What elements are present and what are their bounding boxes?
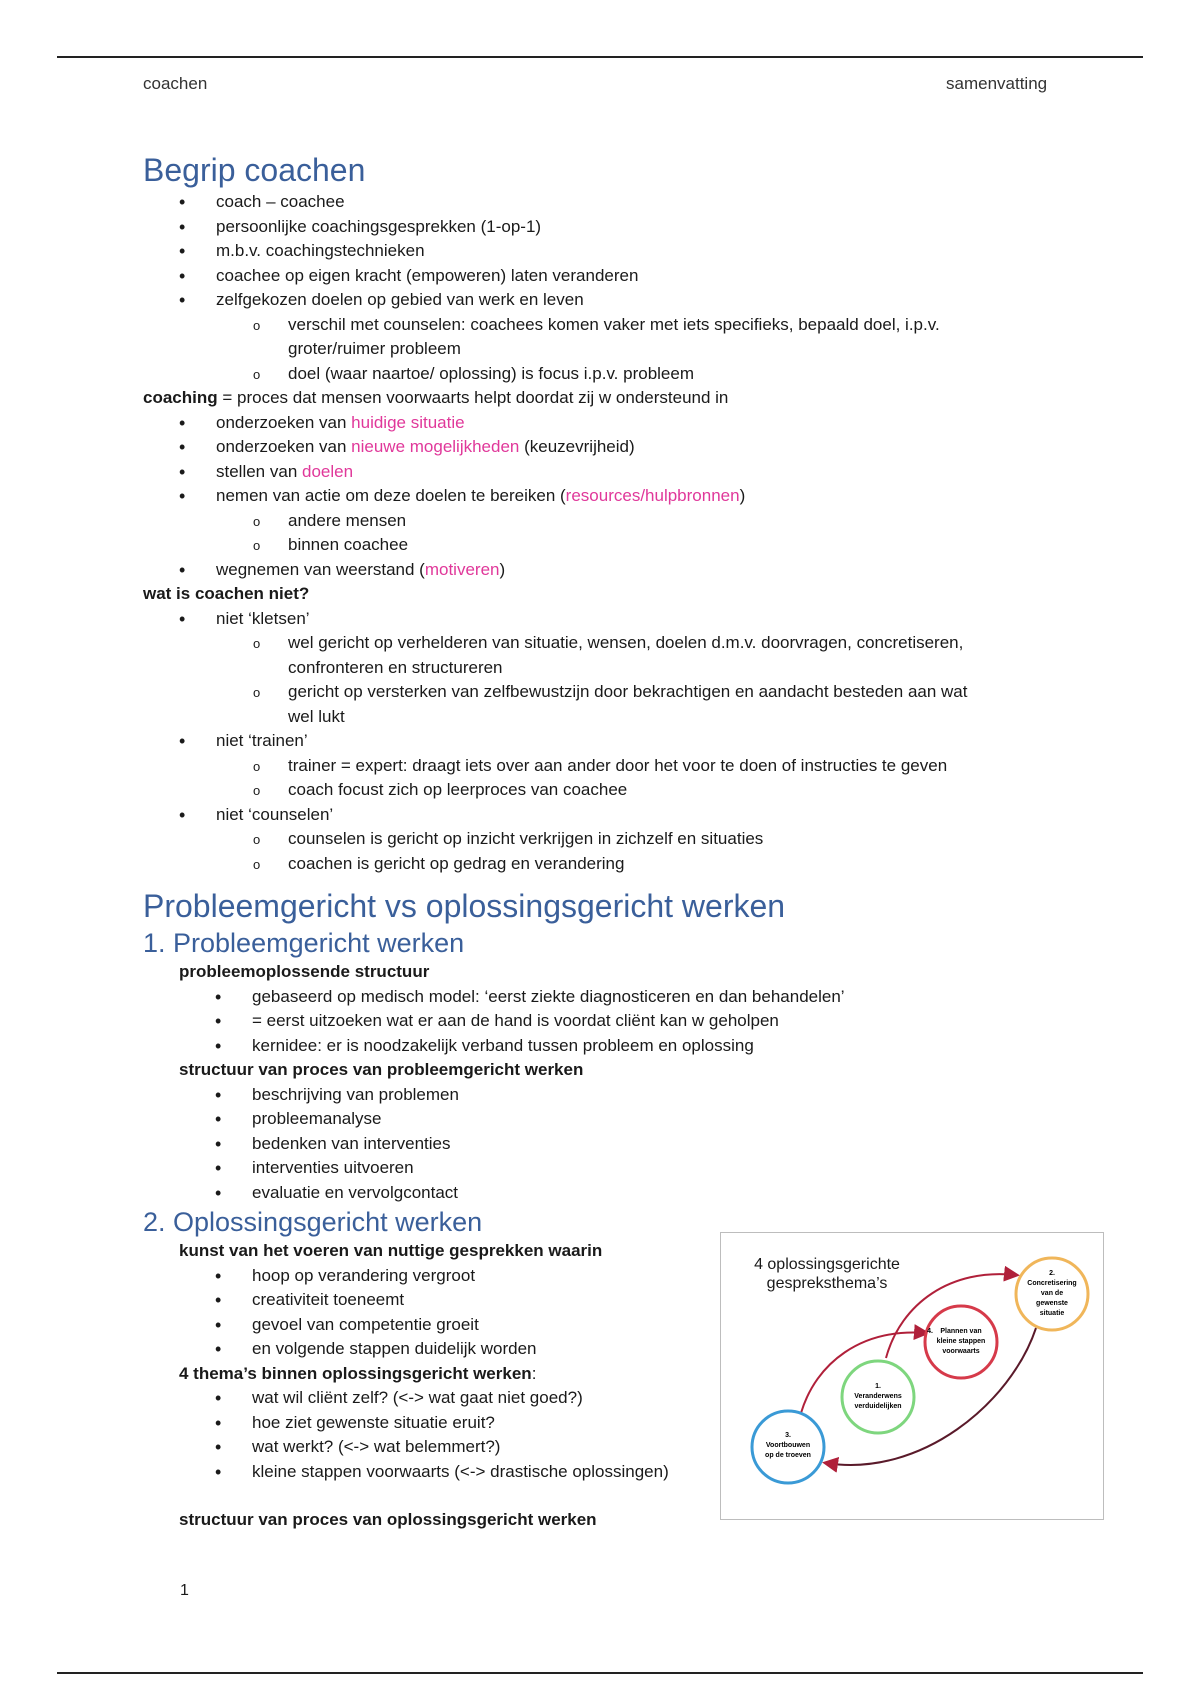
circle-2-label: van de [1040, 1290, 1064, 1297]
text: onderzoeken van [216, 412, 352, 432]
sub-list-item: o doel (waar naartoe/ oplossing) is focus i.p.v. probleem [143, 362, 1063, 387]
list-item: • evaluatie en vervolgcontact [143, 1181, 1063, 1206]
text: : [531, 1363, 537, 1383]
list-item: • wat wil cliënt zelf? (<-> wat gaat niet goed?) [143, 1386, 1063, 1411]
circle-1-label: Veranderwens [854, 1393, 902, 1400]
list-item: • bedenken van interventies [143, 1132, 1063, 1157]
list-item: • gevoel van competentie groeit [143, 1313, 1063, 1338]
circle-4-num: 4. [927, 1328, 933, 1335]
sub-list-item: o trainer = expert: draagt iets over aan ander door het voor te doen of instructies te geven [143, 754, 1063, 779]
subheading: kunst van het voeren van nuttige gesprekken waarin [179, 1241, 603, 1260]
list-item [143, 411, 1063, 436]
text: onderzoeken van [216, 437, 352, 456]
coaching-definition-text: = proces dat mensen voorwaarts helpt doordat zij w ondersteund in [217, 388, 729, 407]
sub-list-item: o binnen coachee [143, 533, 1063, 558]
circle-2-num: 2. [1049, 1270, 1055, 1277]
list-item [143, 558, 1063, 583]
heading-oplossingsgericht: 2. Oplossingsgericht werken [143, 1207, 483, 1237]
list-item: • probleemanalyse [143, 1107, 1063, 1132]
circle-2-label: Concretisering [1027, 1280, 1077, 1287]
list-item: • en volgende stappen duidelijk worden [143, 1337, 1063, 1362]
highlight: motiveren [424, 559, 500, 579]
circle-2-label: situatie [1039, 1310, 1065, 1317]
subheading: probleemoplossende structuur [179, 962, 430, 981]
sub-list-item: o counselen is gericht op inzicht verkrijgen in zichzelf en situaties [143, 827, 1063, 852]
circle-1-num: 1. [875, 1383, 881, 1390]
list-item: • niet ‘trainen’ [143, 729, 1063, 754]
list-item: • kernidee: er is noodzakelijk verband tussen probleem en oplossing [143, 1034, 1063, 1059]
sub-list-item: o verschil met counselen: coachees komen vaker met iets specifieks, bepaald doel, i.p.v. [143, 313, 1063, 338]
list-item [143, 435, 1063, 460]
header-left: coachen [143, 74, 208, 93]
text: nemen van actie om deze doelen te bereiken ( [216, 486, 566, 505]
list-item: • zelfgekozen doelen op gebied van werk en leven [143, 288, 1063, 313]
subheading: structuur van proces van probleemgericht werken [179, 1060, 584, 1079]
list-item: • coach – coachee [143, 190, 1063, 215]
text: stellen van [216, 461, 302, 481]
list-item [143, 484, 1063, 509]
header-right: samenvatting [946, 74, 1048, 93]
page-number: 1 [180, 1582, 189, 1599]
list-item: • hoop op verandering vergroot [143, 1264, 1063, 1289]
list-item: • coachee op eigen kracht (empoweren) laten veranderen [143, 264, 1063, 289]
list-item: • niet ‘kletsen’ [143, 607, 1063, 632]
highlight: resources/hulpbronnen [565, 486, 740, 505]
text: ) [739, 486, 746, 505]
sub-list-item: o coachen is gericht op gedrag en verandering [143, 852, 1063, 877]
circle-3-num: 3. [785, 1432, 791, 1439]
highlight: nieuwe mogelijkheden [351, 437, 520, 456]
list-item: • creativiteit toeneemt [143, 1288, 1063, 1313]
diagram-title-line: 4 oplossingsgerichte [754, 1256, 900, 1273]
themes-diagram [720, 1232, 1104, 1520]
list-item: • niet ‘counselen’ [143, 803, 1063, 828]
list-item: • kleine stappen voorwaarts (<-> drastische oplossingen) [143, 1460, 1063, 1485]
list-item [143, 460, 1063, 485]
coaching-definition [143, 386, 1063, 411]
sub-list-item-continuation: wel lukt [288, 706, 345, 726]
list-item: • wat werkt? (<-> wat belemmert?) [143, 1435, 1063, 1460]
diagram-title-line: gespreksthema’s [766, 1275, 888, 1292]
list-item: • interventies uitvoeren [143, 1156, 1063, 1181]
coaching-term: coaching [143, 388, 218, 407]
bottom-rule [57, 1672, 1143, 1674]
sub-list-item: o gericht op versterken van zelfbewustzijn door bekrachtigen en aandacht besteden aan wat [143, 680, 1063, 705]
list-item: • gebaseerd op medisch model: ‘eerst ziekte diagnosticeren en dan behandelen’ [143, 985, 1063, 1010]
sub-list-item: o wel gericht op verhelderen van situatie, wensen, doelen d.m.v. doorvragen, concretiseren, [143, 631, 1063, 656]
heading-probleem-vs-oplossing: Probleemgericht vs oplossingsgericht werken [143, 888, 786, 924]
list-item: • = eerst uitzoeken wat er aan de hand is voordat cliënt kan w geholpen [143, 1009, 1063, 1034]
circle-4-label: Plannen van [940, 1328, 982, 1335]
list-item: • m.b.v. coachingstechnieken [143, 239, 1063, 264]
heading-probleemgericht: 1. Probleemgericht werken [143, 928, 465, 958]
list-item: • beschrijving van problemen [143, 1083, 1063, 1108]
text: ) [499, 559, 506, 579]
sub-list-item: o coach focust zich op leerproces van coachee [143, 778, 1063, 803]
diagram-svg [721, 1233, 1103, 1519]
sub-list-item-continuation: groter/ruimer probleem [288, 339, 461, 358]
list-item: • persoonlijke coachingsgesprekken (1-op-1) [143, 215, 1063, 240]
circle-4-label: voorwaarts [942, 1348, 980, 1355]
sub-list-item: o andere mensen [143, 509, 1063, 534]
highlight: doelen [302, 461, 354, 481]
heading-begrip-coachen: Begrip coachen [143, 152, 366, 188]
subheading: structuur van proces van oplossingsgericht werken [179, 1510, 597, 1529]
list-item: • hoe ziet gewenste situatie eruit? [143, 1411, 1063, 1436]
circle-2-label: gewenste [1036, 1300, 1068, 1307]
circle-1-label: verduidelijken [854, 1403, 902, 1410]
circle-3-label: op de troeven [765, 1452, 811, 1459]
text: wegnemen van weerstand ( [216, 559, 425, 579]
sub-list-item-continuation: confronteren en structureren [288, 657, 503, 677]
text: (keuzevrijheid) [519, 437, 635, 456]
highlight: huidige situatie [351, 412, 465, 432]
subheading-text: 4 thema’s binnen oplossingsgericht werken [179, 1363, 532, 1383]
subheading-niet: wat is coachen niet? [143, 584, 310, 603]
circle-3-label: Voortbouwen [765, 1442, 811, 1449]
circle-4-label: kleine stappen [936, 1338, 986, 1345]
top-rule [57, 56, 1143, 58]
